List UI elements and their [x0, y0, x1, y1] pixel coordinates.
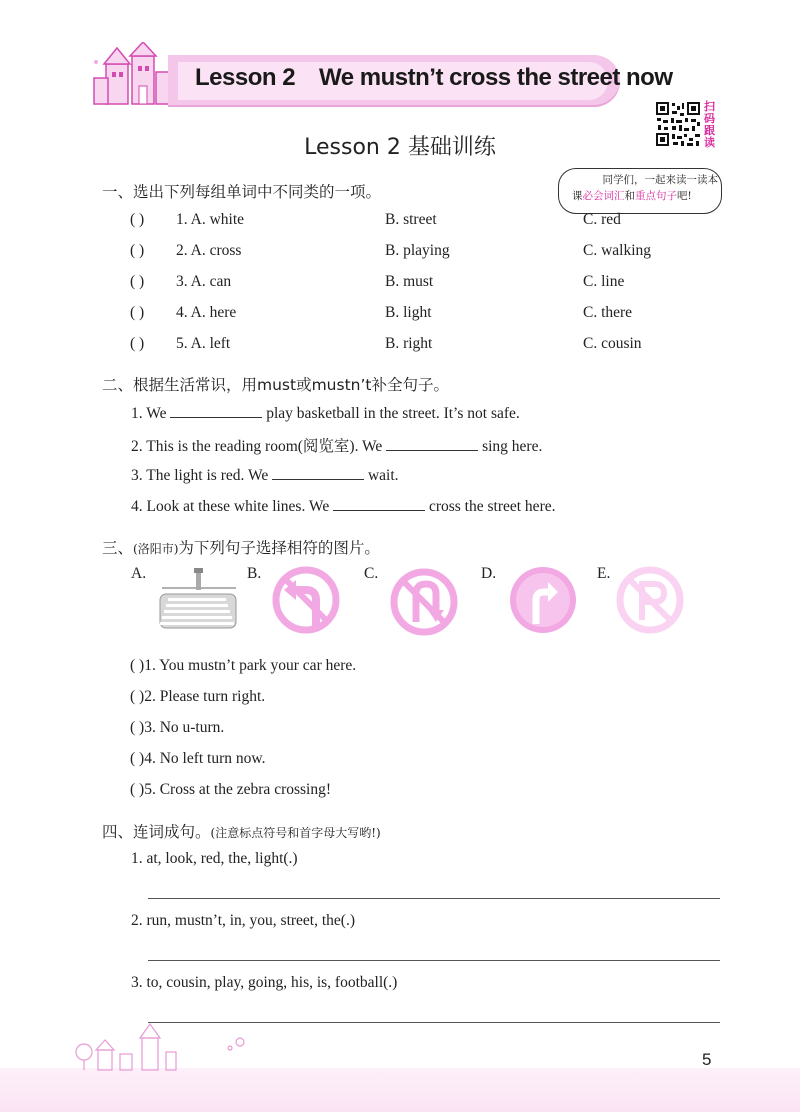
- picture-label-e: E.: [597, 565, 611, 582]
- option-b: B. must: [385, 273, 434, 290]
- footer-band: [0, 1068, 800, 1112]
- picture-label-a: A.: [131, 565, 147, 582]
- answer-blank[interactable]: [272, 465, 364, 480]
- answer-paren[interactable]: ( ): [130, 242, 145, 259]
- town-footer-icon: [70, 1022, 260, 1072]
- section2-heading: 二、根据生活常识，用must或mustn’t补全句子。: [102, 376, 449, 394]
- scan-label: 扫码跟读: [704, 100, 715, 149]
- option-a: 3. A. can: [176, 273, 232, 290]
- option-a: 5. A. left: [176, 335, 231, 352]
- answer-paren[interactable]: ( ): [130, 335, 145, 352]
- answer-paren[interactable]: ( ): [130, 304, 145, 321]
- word-order-item-2: 2. run, mustn’t, in, you, street, the(.): [131, 912, 356, 929]
- answer-line[interactable]: [148, 960, 720, 961]
- answer-paren[interactable]: ( ): [130, 657, 145, 674]
- answer-paren[interactable]: ( ): [130, 719, 145, 736]
- option-c: C. red: [583, 211, 621, 228]
- page-title: Lesson 2 基础训练: [304, 135, 496, 160]
- option-b: B. street: [385, 211, 437, 228]
- answer-blank[interactable]: [333, 496, 425, 511]
- option-b: B. light: [385, 304, 432, 321]
- fill-sentence-1: 1. We play basketball in the street. It’s not safe.: [131, 405, 520, 422]
- turn-right-icon: [510, 567, 576, 633]
- header-title: [195, 64, 673, 92]
- answer-paren[interactable]: ( ): [130, 211, 145, 228]
- section1-heading: 一、选出下列每组单词中不同类的一项。: [102, 183, 382, 201]
- bubble-line1: 同学们，一起来读一读本: [602, 174, 718, 186]
- answer-paren[interactable]: ( ): [130, 750, 145, 767]
- option-a: 2. A. cross: [176, 242, 242, 259]
- no-u-turn-icon: [394, 572, 454, 632]
- match-row-3: ( )3. No u-turn.: [130, 719, 225, 736]
- option-a: 4. A. here: [176, 304, 237, 321]
- fill-sentence-2: 2. This is the reading room(阅览室). We sing here.: [131, 438, 543, 455]
- match-row-1: ( )1. You mustn’t park your car here.: [130, 657, 357, 674]
- page-number: 5: [702, 1050, 712, 1069]
- picture-label-b: B.: [247, 565, 262, 582]
- option-c: C. walking: [583, 242, 652, 259]
- speech-bubble-text: [568, 172, 718, 204]
- answer-line[interactable]: [148, 898, 720, 899]
- answer-paren[interactable]: ( ): [130, 688, 145, 705]
- option-b: B. right: [385, 335, 433, 352]
- picture-label-c: C.: [364, 565, 379, 582]
- zebra-crossing-icon: [160, 568, 236, 628]
- fill-sentence-3: 3. The light is red. We wait.: [131, 467, 399, 484]
- match-row-2: ( )2. Please turn right.: [130, 688, 266, 705]
- word-order-item-1: 1. at, look, red, the, light(.): [131, 850, 298, 867]
- no-parking-icon: [620, 570, 680, 630]
- option-c: C. cousin: [583, 335, 642, 352]
- answer-paren[interactable]: ( ): [130, 273, 145, 290]
- answer-paren[interactable]: ( ): [130, 781, 145, 798]
- option-c: C. there: [583, 304, 633, 321]
- fill-sentence-4: 4. Look at these white lines. We cross the street here.: [131, 498, 556, 515]
- option-b: B. playing: [385, 242, 450, 259]
- word-order-item-3: 3. to, cousin, play, going, his, is, football(.): [131, 974, 398, 991]
- picture-label-d: D.: [481, 565, 497, 582]
- answer-blank[interactable]: [170, 403, 262, 418]
- option-a: 1. A. white: [176, 211, 245, 228]
- traffic-signs: [0, 560, 800, 650]
- no-left-turn-icon: [276, 570, 336, 630]
- header-lesson-title: We mustn’t cross the street now: [319, 64, 673, 91]
- section4-heading: 四、连词成句。(注意标点符号和首字母大写哟!): [102, 823, 381, 841]
- section3-heading: 三、(洛阳市)为下列句子选择相符的图片。: [102, 539, 380, 557]
- match-row-4: ( )4. No left turn now.: [130, 750, 266, 767]
- option-c: C. line: [583, 273, 625, 290]
- match-row-5: ( )5. Cross at the zebra crossing!: [130, 781, 332, 798]
- answer-blank[interactable]: [386, 436, 478, 451]
- header-lesson: Lesson 2: [195, 64, 296, 91]
- bubble-line2: 课必会词汇和重点句子吧!: [572, 190, 692, 202]
